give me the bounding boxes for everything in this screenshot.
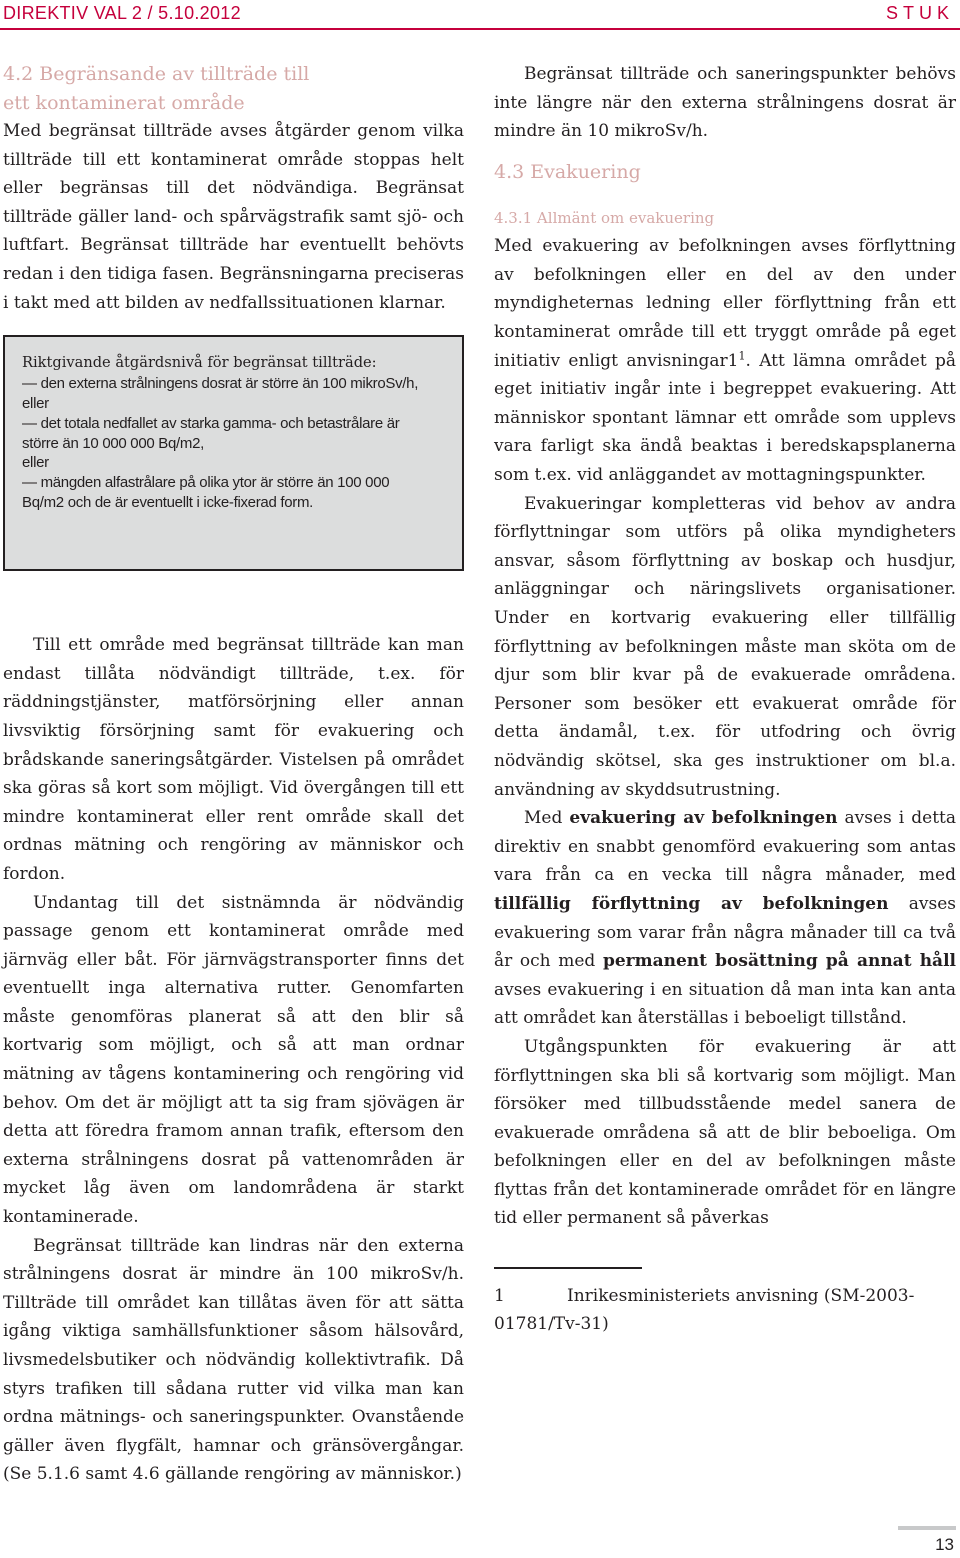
action-level-box [3,335,464,571]
paragraph: Begränsat tillträde kan lindras när den externa strålningens dosrat är mindre än 100 mikroSv/h. Tillträde till området kan tillåtas även för att sätta igång viktiga samhällsfunktioner såsom hälsovård, livsmedelsbutiker och nödvändig kollektivtrafik. Då styrs trafiken till sådana rutter vid vilka man kan ordna mätnings- och saneringspunkter. Ovanstående gäller även flygfält, hamnar och gränsövergångar. (Se 5.1.6 samt 4.6 gällande rengöring av människor.) [3,1235,464,1485]
footnote-reference: 1 [738,349,746,362]
footnote-number: 1 [494,1286,505,1307]
footnote-rule [494,1267,642,1269]
page-number-rule [898,1526,956,1530]
left-column [3,60,464,1489]
paragraph: Undantag till det sistnämnda är nödvändig passage genom ett kontaminerat område med järnväg eller båt. För järnvägstransporter finns det eventuellt inga alternativa rutter. Genomfarten måste genomföras planerat så att den blir så kortvarig som möjligt, och så att man ordnar mätning av tågens kontaminering och rengöring vid behov. Om det är möjligt att ta sig fram sjövägen är detta att föredra framom annan trafik, eftersom den externa strålningens dosrat på vattenområden är mycket låg även om landområdena är starkt kontaminerade. [3,892,464,1228]
subsection-title-4-3-1: 4.3.1 Allmänt om evakuering [494,209,715,228]
box-line: eller [22,394,49,412]
box-line: större än 10 000 000 Bq/m2, [22,434,205,452]
bold-term: evakuering av befolkningen [569,808,838,829]
box-line: — mängden alfastrålare på olika ytor är större än 100 000 [22,474,390,492]
paragraph-text: avses i detta direktiv en snabbt genomförd evakuering som antas vara från ca en vecka till några månader, med [494,808,956,886]
paragraph: Till ett område med begränsat tillträde kan man endast tillåta nödvändigt tillträde, t.ex. för räddningstjänster, matförsörjning eller annan livsviktig försörjning samt för evakuering och brådskande saneringsåtgärder. Vistelsen på området ska göras så kort som möjligt. Vid övergången till ett mindre kontaminerat eller rent område skall det ordnas mätning och rengöring av människor och fordon. [3,635,464,884]
section-title-4-2 [3,60,464,117]
section-title-4-3: 4.3 Evakuering [494,160,641,183]
header-rule [0,28,960,30]
section-title-line: ett kontaminerat område [3,91,245,114]
box-line: — den externa strålningens dosrat är större än 100 mikroSv/h, [22,375,419,393]
paragraph: Utgångspunkten för evakuering är att förflyttningen ska bli så kortvarig som möjligt. Man försöker med tillbudsstående medel sanera de evakuerade områdena så att de blir beboeliga. Om befolkningen eller en del av befolkningen måste flyttas från det kontaminerade området för en längre tid eller permanent så påverkas [494,1036,956,1229]
paragraph-text: . Att lämna området på eget initiativ ingår inte i begreppet evakuering. Att människor spontant lämnar ett område som upplevs vara farligt ska ändå beaktas i beredskapsplanerna som t.ex. vid anläggandet av mottagningspunkter. [494,350,956,486]
page-number: 13 [935,1535,954,1554]
footnote-text: Inrikesministeriets anvisning (SM-2003-01781/Tv-31) [494,1286,915,1335]
paragraph [494,232,956,489]
bold-term: permanent bosättning på annat håll [602,951,956,972]
paragraph [494,804,956,1033]
bold-term: tillfällig förflyttning av befolkningen [494,893,889,914]
header-document-title: DIREKTIV VAL 2 / 5.10.2012 [3,3,241,23]
box-line: Bq/m2 och de är eventuellt i icke-fixerad form. [22,493,314,511]
paragraph-text: Med [524,808,570,829]
paragraph: Evakueringar kompletteras vid behov av andra förflyttningar som utförs på olika myndigheters ansvar, såsom förflyttning av boskap och husdjur, anläggningar och näringslivets organisationer. Under en kortvarig evakuering eller tillfällig förflyttning av befolkningen måste man sköta om de djur som blir kvar på de evakuerade områdena. Personer som besöker ett evakuerat område för detta ändamål, t.ex. för utfodring och övrig nödvändig skötsel, ska ges instruktioner om bl.a. användning av skyddsutrustning. [494,493,956,800]
box-line: — det totala nedfallet av starka gamma- och betastrålare är [22,414,400,432]
box-title: Riktgivande åtgärdsnivå för begränsat tillträde: [22,354,377,372]
header-organization: STUK [885,3,954,23]
box-line: eller [22,454,49,472]
paragraph-text: Med evakuering av befolkningen avses förflyttning av befolkningen eller en del av den under myndigheternas ledning eller förflyttning från ett kontaminerat område till ett tryggt område på eget initiativ enligt anvisningar1 [494,236,956,371]
paragraph-text: avses evakuering som varar från några månader till ca två år och med [494,893,956,972]
page-header [0,0,960,30]
right-column [494,60,956,1338]
paragraph: Begränsat tillträde och saneringspunkter behövs inte längre när den externa strålningens dosrat är mindre än 10 mikroSv/h. [494,64,956,142]
paragraph-text: avses evakuering i en situation då man inta kan anta att området kan återställas i beboeligt tillstånd. [494,979,956,1029]
paragraph: Med begränsat tillträde avses åtgärder genom vilka tillträde till ett kontaminerat område stoppas helt eller begränsas till det nödvändiga. Begränsat tillträde gäller land- och spårvägstrafik samt sjö- och luftfart. Begränsat tillträde har eventuellt behövts redan i den tidiga fasen. Begränsningarna preciseras i takt med att bilden av nedfallssituationen klarnar. [3,121,464,313]
footnote [494,1282,956,1338]
section-title-line: 4.2 Begränsande av tillträde till [3,63,310,85]
